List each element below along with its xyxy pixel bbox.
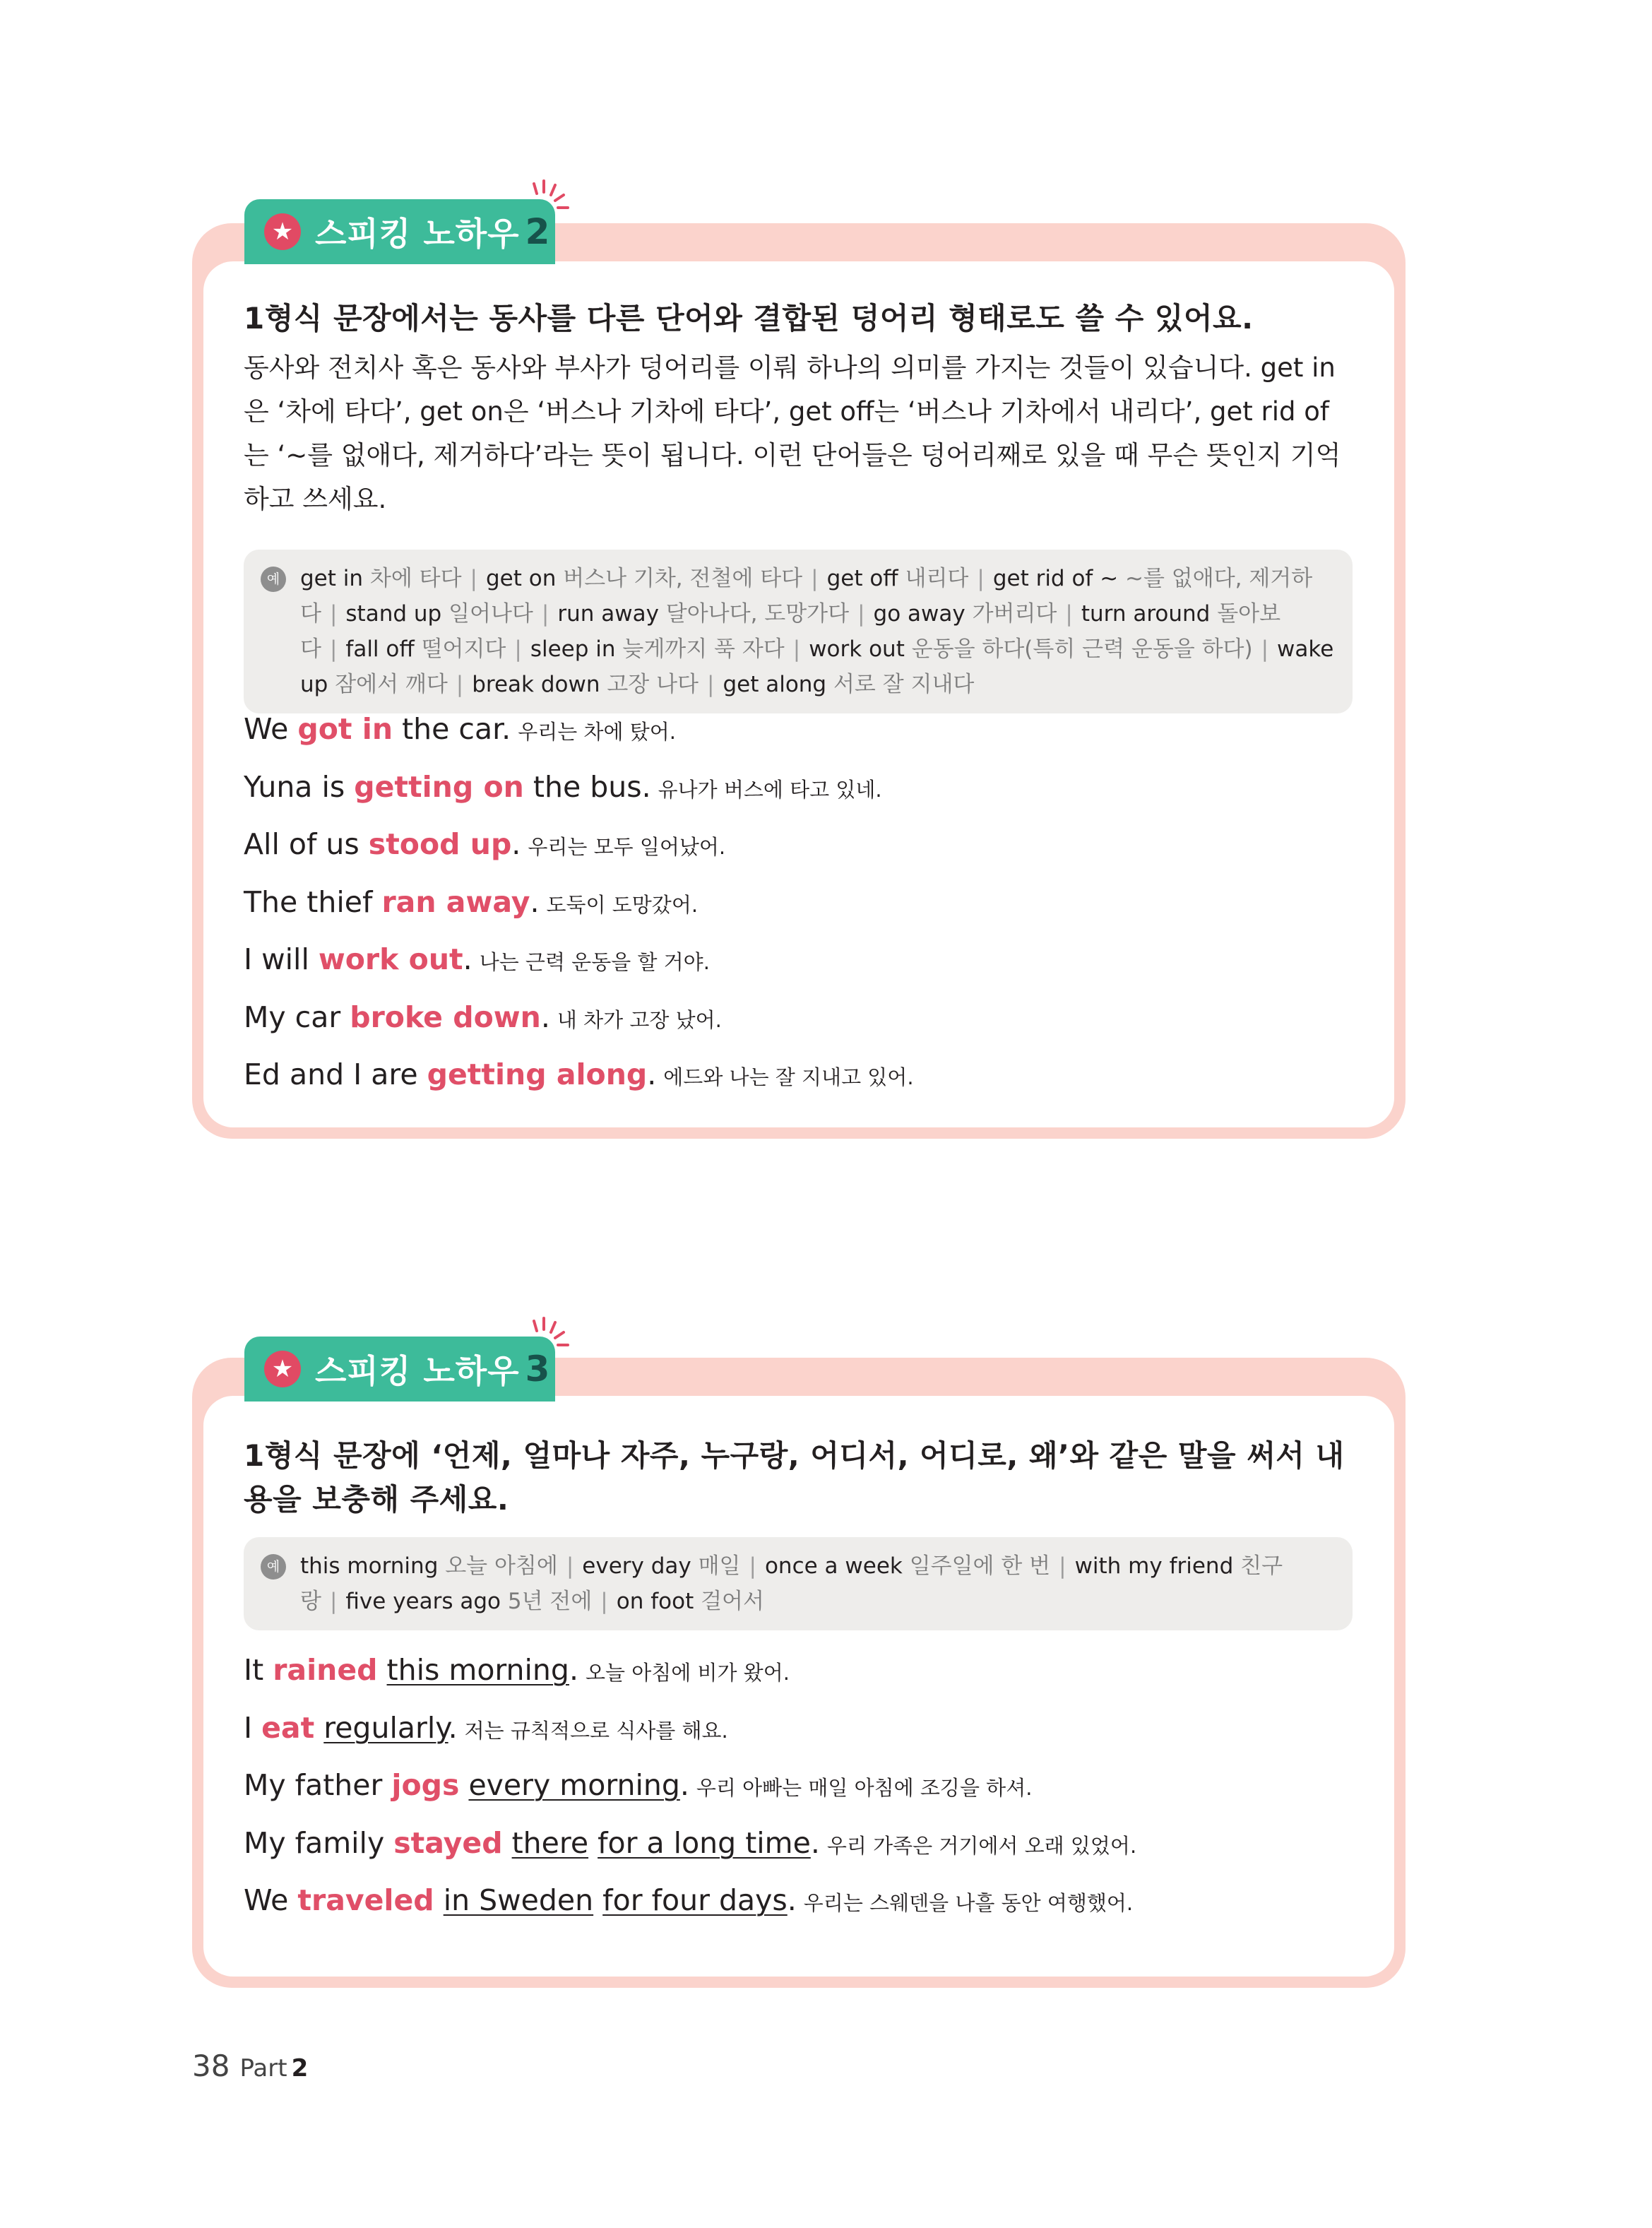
sentence-text: It [244, 1653, 273, 1687]
sentence-translation: 저는 규칙적으로 식사를 해요. [464, 1718, 728, 1743]
example-sentence [244, 1649, 790, 1694]
example-meaning: 돌아보다 [300, 601, 1281, 662]
example-phrase: fall off [345, 636, 415, 662]
sentence-text: . [511, 827, 521, 861]
example-separator: | [566, 1553, 574, 1579]
highlighted-verb: jogs [391, 1768, 460, 1802]
example-separator: | [811, 566, 819, 591]
highlighted-verb: got in [297, 712, 393, 746]
sentence-text: Yuna is [244, 769, 355, 804]
example-phrase: go away [873, 601, 965, 627]
highlighted-verb: traveled [297, 1883, 434, 1917]
example-sentence [244, 1879, 1133, 1924]
tip-tab-title: 스피킹 노하우 [315, 1352, 520, 1390]
example-separator: | [707, 672, 715, 697]
example-sentence [244, 1707, 728, 1752]
example-meaning: 차에 타다 [369, 566, 462, 591]
sentence-text: We [244, 712, 298, 746]
highlighted-verb: work out [318, 942, 463, 976]
tip-1-content [244, 297, 1353, 713]
example-meaning: ~를 없애다, 제거하다 [300, 566, 1313, 627]
sentence-translation: 오늘 아침에 비가 왔어. [586, 1661, 790, 1685]
sentence-text: . [679, 1768, 689, 1802]
sentence-text: My car [244, 1000, 350, 1034]
tip-tab-title: 스피킹 노하우 [315, 215, 520, 253]
example-sentence [244, 1053, 914, 1098]
sentence-text [314, 1711, 323, 1745]
example-meaning: 친구랑 [300, 1553, 1283, 1614]
sentence-text: My father [244, 1768, 392, 1802]
example-meaning: 일주일에 한 번 [909, 1553, 1051, 1579]
sentence-text: the car. [393, 712, 511, 746]
highlighted-verb: broke down [350, 1000, 541, 1034]
example-phrase: get off [826, 566, 898, 591]
example-separator: | [1261, 636, 1269, 662]
example-phrase: stand up [345, 601, 442, 627]
sentence-text: . [787, 1883, 797, 1917]
example-sentence [244, 938, 710, 983]
example-meaning: 내리다 [905, 566, 969, 591]
example-meaning: 걸어서 [701, 1589, 764, 1614]
sentence-text [459, 1768, 468, 1802]
sentence-translation: 우리 가족은 거기에서 오래 있었어. [826, 1833, 1137, 1858]
example-separator: | [456, 672, 464, 697]
underlined-modifier: there [511, 1825, 589, 1860]
tip-tab-1 [244, 199, 555, 264]
tip-tab-2 [244, 1337, 555, 1402]
example-meaning: 5년 전에 [507, 1589, 593, 1614]
underlined-modifier: every morning [468, 1768, 680, 1802]
sentence-translation: 나는 근력 운동을 할 거야. [479, 950, 710, 974]
example-separator: | [329, 1589, 338, 1614]
tip-2-heading: 1형식 문장에 ‘언제, 얼마나 자주, 누구랑, 어디서, 어디로, 왜’와 같은 말을 써서 내용을 보충해 주세요. [244, 1438, 1345, 1517]
example-phrase: five years ago [345, 1589, 501, 1614]
tip-1-heading: 1형식 문장에서는 동사를 다른 단어와 결합된 덩어리 형태로도 쓸 수 있어요. [244, 301, 1254, 336]
example-phrase: once a week [764, 1553, 903, 1579]
example-phrase: this morning [300, 1553, 439, 1579]
underlined-modifier: in Sweden [443, 1883, 594, 1917]
sparkle-icon [520, 1314, 576, 1363]
sentence-text: . [448, 1710, 458, 1745]
example-separator: | [1065, 601, 1073, 627]
example-phrase: break down [472, 672, 600, 697]
example-separator: | [600, 1589, 608, 1614]
example-phrase: get along [723, 672, 827, 697]
sentence-text [378, 1653, 387, 1687]
example-phrase: on foot [616, 1589, 694, 1614]
page-number: 38 [192, 2049, 230, 2083]
example-phrase: run away [557, 601, 659, 627]
star-icon: ★ [264, 1351, 301, 1387]
sentence-text: . [647, 1057, 657, 1091]
sentence-text [593, 1883, 602, 1917]
example-phrase: work out [809, 636, 905, 662]
example-list [300, 1548, 1336, 1619]
highlighted-verb: getting on [354, 769, 524, 804]
example-sentence [244, 766, 882, 811]
sentence-translation: 에드와 나는 잘 지내고 있어. [663, 1065, 914, 1089]
example-box-2 [244, 1537, 1353, 1630]
highlighted-verb: eat [261, 1710, 315, 1745]
example-phrase: get in [300, 566, 364, 591]
sentence-text [434, 1883, 444, 1917]
sentence-text [503, 1826, 512, 1860]
tip-2-content [244, 1434, 1353, 1630]
part-label: Part [239, 2054, 287, 2082]
example-separator: | [514, 636, 522, 662]
example-sentence [244, 881, 698, 926]
part-number: 2 [291, 2054, 309, 2082]
example-separator: | [749, 1553, 756, 1579]
example-meaning: 늦게까지 푹 자다 [622, 636, 785, 662]
sentence-translation: 내 차가 고장 났어. [557, 1007, 722, 1032]
tip-tab-number: 2 [525, 211, 550, 252]
example-separator: | [857, 601, 865, 627]
example-meaning: 매일 [698, 1553, 741, 1579]
tip-1-body: 동사와 전치사 혹은 동사와 부사가 덩어리를 이뤄 하나의 의미를 가지는 것들이 있습니다. get in은 ‘차에 타다’, get on은 ‘버스나 기차에 타다’, get off는 ‘버스나 기차에서 내리다’, get rid of는 ‘~를 없애다, 제거하다’라는 뜻이 됩니다. 이런 단어들은 덩어리째로 있을 때 무슨 뜻인지 기억하고 쓰세요. [244, 352, 1341, 514]
example-separator: | [329, 601, 338, 627]
highlighted-verb: stayed [393, 1825, 503, 1860]
sentence-text: I will [244, 942, 319, 976]
sentence-translation: 우리 아빠는 매일 아침에 조깅을 하셔. [696, 1776, 1033, 1800]
underlined-modifier: regularly [323, 1710, 448, 1745]
sparkle-icon [520, 177, 576, 226]
example-meaning: 고장 나다 [607, 672, 699, 697]
example-meaning: 오늘 아침에 [445, 1553, 558, 1579]
example-box-1 [244, 550, 1353, 713]
sentence-text: . [463, 942, 473, 976]
star-icon: ★ [264, 213, 301, 250]
example-meaning: 가버리다 [972, 601, 1057, 627]
example-sentence [244, 1764, 1032, 1809]
example-list [300, 561, 1336, 702]
sentence-text: The thief [244, 884, 382, 919]
sentence-text: the bus. [523, 769, 651, 804]
example-separator: | [977, 566, 985, 591]
underlined-modifier: for four days [602, 1883, 788, 1917]
sentence-translation: 우리는 모두 일어났어. [528, 835, 726, 859]
sentence-translation: 도둑이 도망갔어. [546, 892, 699, 917]
highlighted-verb: rained [273, 1653, 378, 1687]
sentence-translation: 유나가 버스에 타고 있네. [658, 777, 882, 802]
example-sentence [244, 996, 722, 1041]
example-badge: 예 [261, 1554, 286, 1580]
example-separator: | [792, 636, 801, 662]
example-sentence [244, 823, 725, 868]
example-phrase: sleep in [530, 636, 616, 662]
example-meaning: 달아나다, 도망가다 [665, 601, 850, 627]
highlighted-verb: ran away [381, 884, 530, 919]
example-meaning: 운동을 하다(특히 근력 운동을 하다) [911, 636, 1253, 662]
example-sentence [244, 708, 676, 753]
sentence-text: All of us [244, 827, 369, 861]
example-separator: | [1059, 1553, 1066, 1579]
example-phrase: with my friend [1074, 1553, 1234, 1579]
example-separator: | [470, 566, 477, 591]
sentence-text: . [569, 1653, 578, 1687]
example-phrase: wake up [300, 636, 1334, 697]
underlined-modifier: this morning [386, 1653, 569, 1687]
example-meaning: 버스나 기차, 전철에 타다 [563, 566, 803, 591]
underlined-modifier: for a long time [598, 1825, 811, 1860]
highlighted-verb: stood up [368, 827, 512, 861]
example-meaning: 서로 잘 지내다 [833, 672, 975, 697]
sentence-text: My family [244, 1825, 394, 1860]
sentence-translation: 우리는 차에 탔어. [518, 720, 676, 744]
tip-tab-number: 3 [525, 1349, 550, 1389]
example-phrase: get rid of ~ [992, 566, 1119, 591]
sentence-text [588, 1826, 598, 1860]
example-meaning: 잠에서 깨다 [335, 672, 448, 697]
sentence-text: I [244, 1710, 262, 1745]
example-sentence [244, 1822, 1136, 1867]
highlighted-verb: getting along [427, 1057, 648, 1091]
sentence-translation: 우리는 스웨덴을 나흘 동안 여행했어. [803, 1891, 1134, 1915]
sentence-text: . [810, 1825, 820, 1860]
example-phrase: turn around [1081, 601, 1211, 627]
example-separator: | [541, 601, 549, 627]
example-separator: | [329, 636, 338, 662]
example-badge: 예 [261, 567, 286, 592]
example-phrase: every day [582, 1553, 691, 1579]
sentence-text: . [530, 884, 540, 919]
sentence-text: . [540, 1000, 550, 1034]
example-phrase: get on [485, 566, 557, 591]
sentence-text: Ed and I are [244, 1057, 427, 1091]
sentence-text: We [244, 1883, 298, 1917]
page-footer [192, 2049, 308, 2083]
example-meaning: 일어나다 [448, 601, 533, 627]
example-meaning: 떨어지다 [421, 636, 506, 662]
